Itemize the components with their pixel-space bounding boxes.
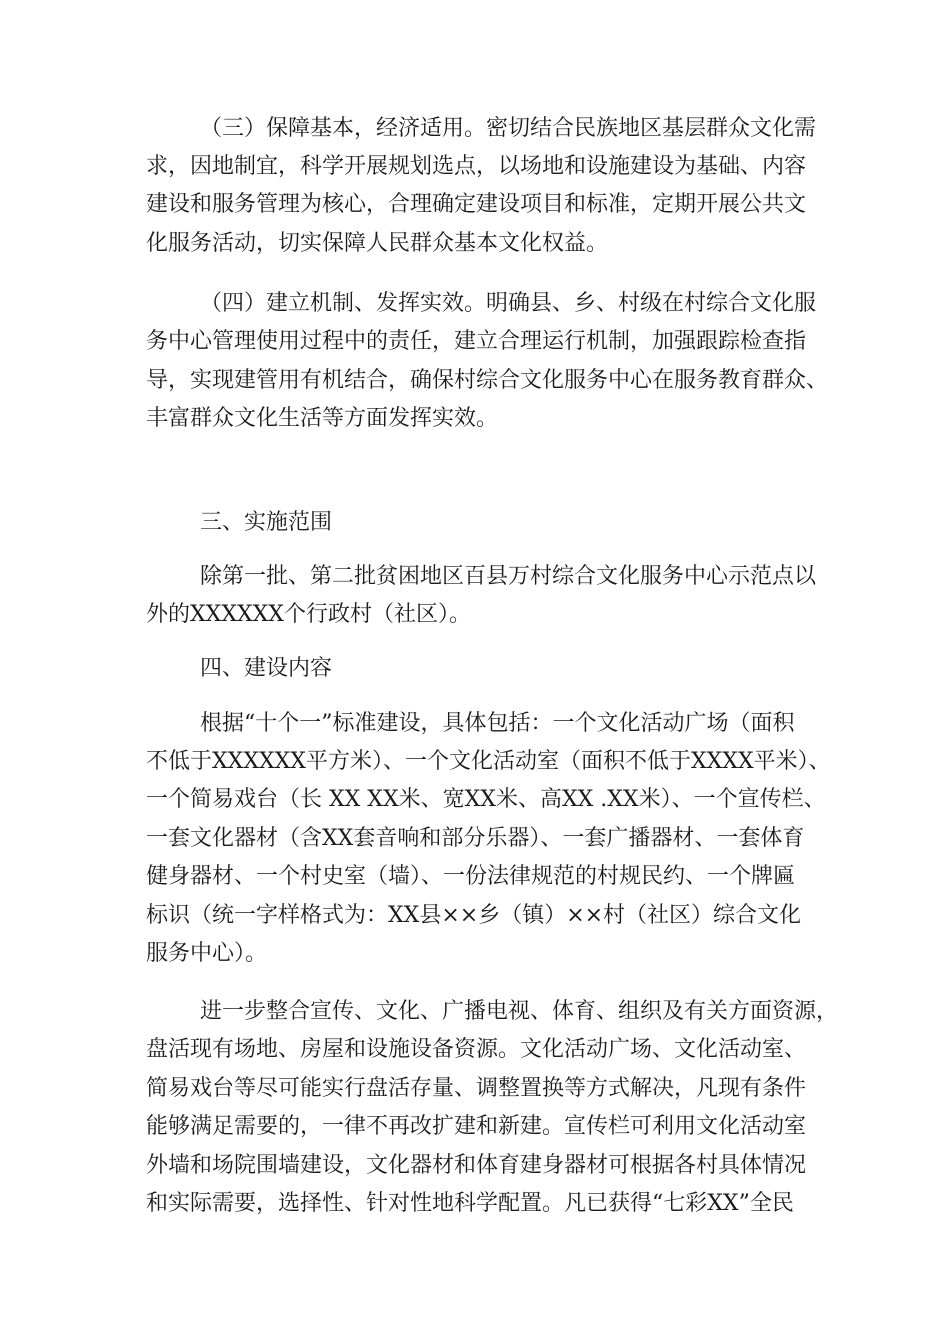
paragraph-line: 求，因地制宜，科学开展规划选点，以场地和设施建设为基础、内容 bbox=[146, 154, 807, 179]
paragraph-line: 导，实现建管用有机结合，确保村综合文化服务中心在服务教育群众、 bbox=[146, 368, 829, 393]
paragraph-line: 服务中心）。 bbox=[146, 941, 268, 966]
paragraph-line: 不低于XXXXXX平方米）、一个文化活动室（面积不低于XXXX平米）、 bbox=[146, 749, 831, 774]
section-heading: 四、建设内容 bbox=[200, 656, 333, 681]
paragraph-line: 外墙和场院围墙建设，文化器材和体育建身器材可根据各村具体情况 bbox=[146, 1153, 807, 1178]
paragraph-line: 能够满足需要的，一律不再改扩建和新建。宣传栏可利用文化活动室 bbox=[146, 1114, 807, 1139]
paragraph-line: 一个简易戏台（长 XX XX米、宽XX米、高XX .XX米）、一个宣传栏、 bbox=[146, 787, 826, 812]
paragraph-line: 盘活现有场地、房屋和设施设备资源。文化活动广场、文化活动室、 bbox=[146, 1037, 807, 1062]
paragraph-line: 进一步整合宣传、文化、广播电视、体育、组织及有关方面资源， bbox=[200, 999, 839, 1024]
paragraph-line: （四）建立机制、发挥实效。明确县、乡、村级在村综合文化服 bbox=[200, 291, 817, 316]
paragraph-line: 务中心管理使用过程中的责任，建立合理运行机制，加强跟踪检查指 bbox=[146, 329, 807, 354]
paragraph-line: 和实际需要，选择性、针对性地科学配置。凡已获得“七彩XX”全民 bbox=[146, 1191, 794, 1216]
section-heading: 三、实施范围 bbox=[200, 510, 333, 535]
paragraph-line: 简易戏台等尽可能实行盘活存量、调整置换等方式解决，凡现有条件 bbox=[146, 1076, 807, 1101]
paragraph-line: 丰富群众文化生活等方面发挥实效。 bbox=[146, 406, 499, 431]
paragraph-line: 建设和服务管理为核心，合理确定建设项目和标准，定期开展公共文 bbox=[146, 192, 807, 217]
paragraph-line: 一套文化器材（含XX套音响和部分乐器）、一套广播器材、一套体育 bbox=[146, 826, 805, 851]
paragraph-line: 除第一批、第二批贫困地区百县万村综合文化服务中心示范点以 bbox=[200, 564, 817, 589]
paragraph-line: 标识（统一字样格式为：XX县××乡（镇）××村（社区）综合文化 bbox=[146, 903, 802, 928]
paragraph-line: 化服务活动，切实保障人民群众基本文化权益。 bbox=[146, 231, 609, 256]
paragraph-line: 健身器材、一个村史室（墙）、一份法律规范的村规民约、一个牌匾 bbox=[146, 864, 796, 889]
paragraph-line: 外的XXXXXX个行政村（社区）。 bbox=[146, 602, 471, 627]
paragraph-line: （三）保障基本，经济适用。密切结合民族地区基层群众文化需 bbox=[200, 116, 817, 141]
paragraph-line: 根据“十个一”标准建设，具体包括：一个文化活动广场（面积 bbox=[200, 711, 795, 736]
